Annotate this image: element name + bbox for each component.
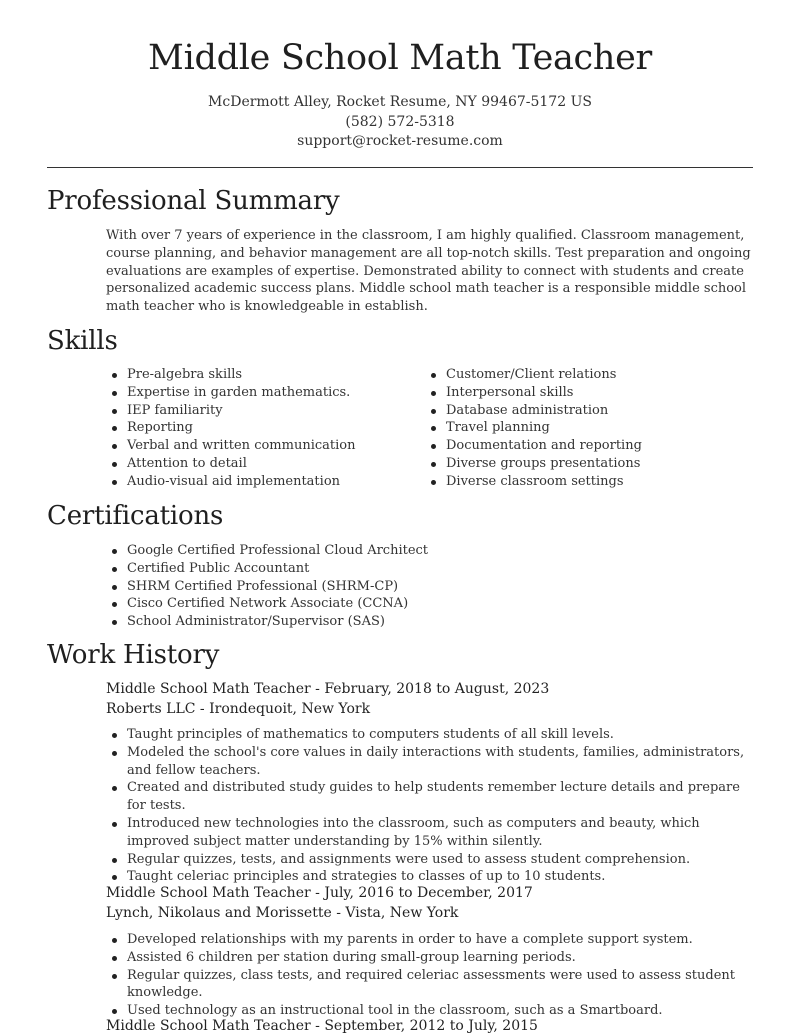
list-item: Modeled the school's core values in daily interactions with students, families, administrators, and fellow teachers. [106, 744, 752, 780]
summary-text: With over 7 years of experience in the classroom, I am highly qualified. Classroom management, course planning, and behavior management are all top-notch skills. Test preparation and ongoing evaluations are examples of expertise. Demonstrated ability to connect with students and create personalized academic success plans. Middle school math teacher is a responsible middle school math teacher who is knowledgeable in establish. [106, 228, 751, 315]
list-item: School Administrator/Supervisor (SAS) [106, 613, 746, 631]
list-item: SHRM Certified Professional (SHRM-CP) [106, 578, 746, 596]
list-item: Reporting [106, 419, 406, 437]
list-item: Taught principles of mathematics to computers students of all skill levels. [106, 726, 752, 744]
list-item: Attention to detail [106, 455, 406, 473]
list-item: Regular quizzes, class tests, and required celeriac assessments were used to assess student knowledge. [106, 967, 752, 1003]
job-location: Irondequoit, New York [209, 701, 371, 717]
summary-heading: Professional Summary [47, 186, 340, 216]
job-2-heading [106, 885, 533, 901]
contact-block [0, 93, 800, 152]
job-2-employer [106, 905, 458, 921]
job-company: Lynch, Nikolaus and Morissette [106, 905, 332, 921]
job-company: Roberts LLC [106, 701, 196, 717]
job-separator: - [310, 1018, 325, 1034]
list-item: Verbal and written communication [106, 437, 406, 455]
contact-phone: (582) 572-5318 [345, 113, 455, 130]
job-dates: February, 2018 to August, 2023 [324, 681, 550, 697]
skills-heading: Skills [47, 326, 118, 356]
header-divider [47, 167, 753, 168]
list-item: Customer/Client relations [425, 366, 745, 384]
list-item: Taught celeriac principles and strategies to classes of up to 10 students. [106, 868, 752, 886]
job-title: Middle School Math Teacher [106, 1018, 311, 1034]
work-history-heading: Work History [47, 640, 220, 670]
job-3-heading [106, 1018, 538, 1034]
skills-list-right [425, 366, 745, 491]
list-item: Assisted 6 children per station during small-group learning periods. [106, 949, 752, 967]
contact-address: McDermott Alley, Rocket Resume, NY 99467-5172 US [208, 94, 592, 110]
job-1-employer [106, 701, 370, 717]
list-item: Used technology as an instructional tool in the classroom, such as a Smartboard. [106, 1002, 752, 1020]
list-item: Diverse groups presentations [425, 455, 745, 473]
list-item: Cisco Certified Network Associate (CCNA) [106, 595, 746, 613]
job-2-bullets [106, 931, 752, 1020]
job-location: Vista, New York [345, 905, 459, 921]
skills-list-left [106, 366, 406, 491]
list-item: Diverse classroom settings [425, 473, 745, 491]
list-item: Regular quizzes, tests, and assignments were used to assess student comprehension. [106, 851, 752, 869]
certifications-list [106, 542, 746, 631]
job-1-heading [106, 681, 549, 697]
list-item: IEP familiarity [106, 402, 406, 420]
job-separator: - [195, 701, 210, 717]
list-item: Certified Public Accountant [106, 560, 746, 578]
list-item: Documentation and reporting [425, 437, 745, 455]
list-item: Developed relationships with my parents in order to have a complete support system. [106, 931, 752, 949]
list-item: Created and distributed study guides to help students remember lecture details and prepare for tests. [106, 779, 752, 815]
job-dates: September, 2012 to July, 2015 [324, 1018, 538, 1034]
job-separator: - [331, 905, 346, 921]
list-item: Interpersonal skills [425, 384, 745, 402]
job-separator: - [310, 681, 325, 697]
list-item: Expertise in garden mathematics. [106, 384, 406, 402]
list-item: Database administration [425, 402, 745, 420]
resume-name: Middle School Math Teacher [148, 38, 652, 78]
job-dates: July, 2016 to December, 2017 [324, 885, 533, 901]
list-item: Google Certified Professional Cloud Architect [106, 542, 746, 560]
job-1-bullets [106, 726, 752, 886]
list-item: Audio-visual aid implementation [106, 473, 406, 491]
job-separator: - [310, 885, 325, 901]
contact-email: support@rocket-resume.com [297, 133, 503, 149]
job-title: Middle School Math Teacher [106, 885, 311, 901]
list-item: Introduced new technologies into the classroom, such as computers and beauty, which improved subject matter understanding by 15% within silently. [106, 815, 752, 851]
certifications-heading: Certifications [47, 501, 224, 531]
job-title: Middle School Math Teacher [106, 681, 311, 697]
list-item: Pre-algebra skills [106, 366, 406, 384]
list-item: Travel planning [425, 419, 745, 437]
